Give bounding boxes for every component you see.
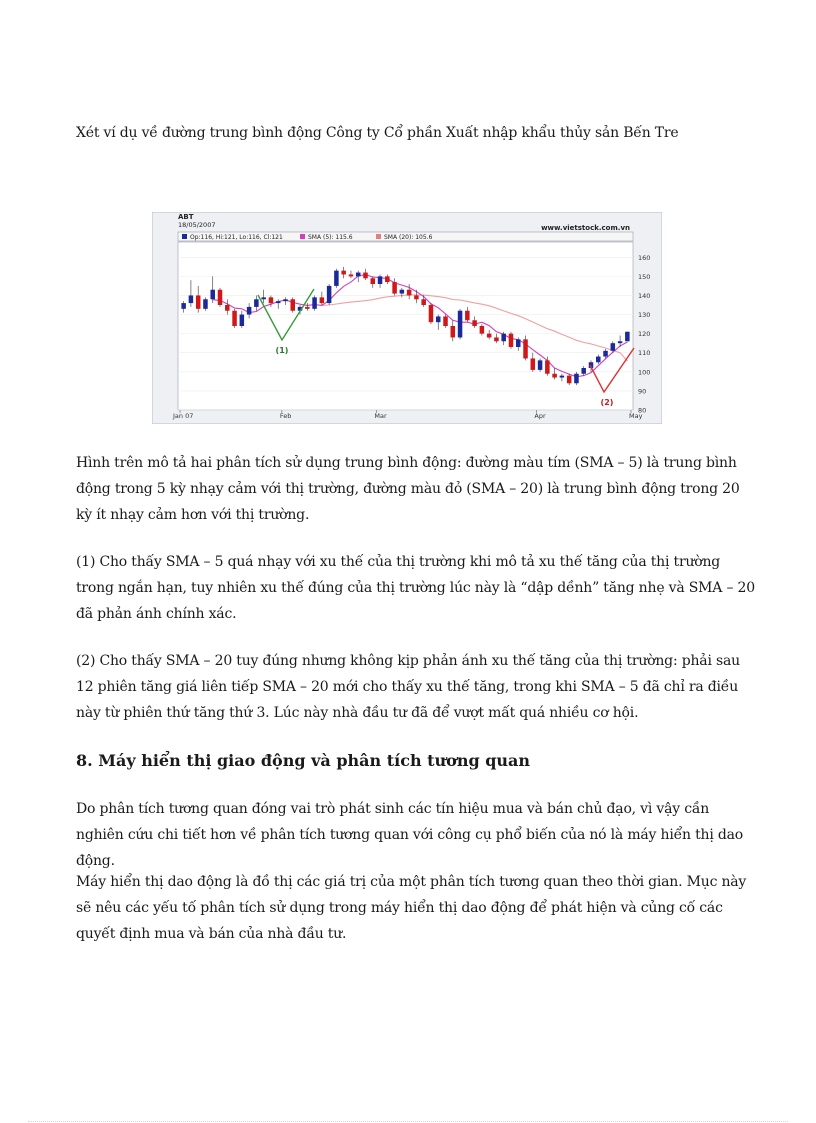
chart-source: www.vietstock.com.vn bbox=[541, 224, 630, 232]
candle-body bbox=[363, 273, 368, 279]
legend-sma5: SMA (5): 115.6 bbox=[308, 234, 353, 241]
candle-body bbox=[320, 297, 325, 303]
x-tick-label: Feb bbox=[279, 412, 292, 420]
candle-body bbox=[254, 299, 259, 307]
candle-body bbox=[451, 326, 456, 337]
annotation-2-label: (2) bbox=[600, 398, 614, 407]
candle-body bbox=[414, 295, 419, 299]
candle-body bbox=[494, 337, 499, 341]
candle-body bbox=[261, 297, 266, 299]
y-tick-label: 130 bbox=[638, 311, 651, 320]
stock-chart bbox=[152, 212, 662, 424]
point-1-paragraph: (1) Cho thấy SMA – 5 quá nhạy với xu thế của thị trường khi mô tả xu thế tăng của thị trường trong ngắn hạn, tuy nhiên xu thế đúng của thị trường lúc này là “dập dềnh” tăng nhẹ và SMA – 20 đã phản ánh chính xác. bbox=[76, 554, 755, 622]
candle-body bbox=[334, 271, 339, 286]
candle-body bbox=[196, 295, 201, 308]
candle-body bbox=[618, 341, 623, 343]
candle-body bbox=[523, 339, 528, 358]
candle-body bbox=[276, 301, 281, 303]
y-tick-label: 150 bbox=[638, 272, 651, 281]
plot-area bbox=[178, 242, 633, 410]
x-tick-label: Mar bbox=[374, 412, 387, 420]
x-tick-label: May bbox=[629, 412, 643, 420]
candle-body bbox=[552, 374, 557, 378]
candle-body bbox=[218, 290, 223, 305]
candle-body bbox=[312, 297, 317, 308]
candle-body bbox=[290, 299, 295, 310]
candle-body bbox=[400, 290, 405, 294]
candle-body bbox=[225, 305, 230, 311]
legend-sma20: SMA (20): 105.6 bbox=[384, 234, 433, 241]
stock-chart-figure bbox=[152, 212, 662, 424]
candle-body bbox=[378, 276, 383, 284]
candle-body bbox=[574, 374, 579, 384]
candle-body bbox=[611, 343, 616, 351]
y-tick-label: 100 bbox=[638, 368, 651, 377]
y-tick-label: 120 bbox=[638, 330, 651, 339]
candle-body bbox=[283, 299, 288, 301]
y-tick-label: 110 bbox=[638, 349, 651, 358]
candle-body bbox=[392, 282, 397, 293]
candle-body bbox=[181, 303, 186, 309]
candle-body bbox=[247, 307, 252, 315]
candle-body bbox=[531, 358, 536, 369]
candle-body bbox=[487, 334, 492, 338]
candle-body bbox=[443, 316, 448, 326]
candle-body bbox=[480, 326, 485, 334]
chart-date: 18/05/2007 bbox=[178, 221, 216, 229]
y-tick-label: 160 bbox=[638, 253, 651, 262]
legend-ohlc: Op:116, Hi:121, Lo:116, Cl:121 bbox=[190, 234, 283, 241]
candle-body bbox=[385, 276, 390, 282]
candle-body bbox=[269, 297, 274, 303]
chart-ticker: ABT bbox=[178, 213, 194, 221]
legend-swatch-ohlc bbox=[182, 234, 187, 239]
candle-body bbox=[465, 311, 470, 321]
candle-body bbox=[203, 299, 208, 309]
candle-body bbox=[458, 311, 463, 338]
intro-paragraph: Xét ví dụ về đường trung bình động Công ty Cổ phần Xuất nhập khẩu thủy sản Bến Tre bbox=[76, 125, 679, 141]
candle-body bbox=[232, 311, 237, 326]
candle-body bbox=[356, 273, 361, 277]
section-heading: 8. Máy hiển thị giao động và phân tích tương quan bbox=[76, 751, 531, 770]
candle-body bbox=[189, 295, 194, 303]
candle-body bbox=[625, 332, 630, 342]
candle-body bbox=[349, 274, 354, 276]
y-tick-label: 140 bbox=[638, 291, 651, 300]
paragraph-oscillator: Máy hiển thị dao động là đồ thị các giá trị của một phân tích tương quan theo thời gian. Mục này sẽ nêu các yếu tố phân tích sử dụng trong máy hiển thị dao động để phát hiện và củng cố các quyết định mua và bán của nhà đầu tư. bbox=[76, 874, 747, 942]
candle-body bbox=[371, 278, 376, 284]
candle-body bbox=[596, 357, 601, 363]
candle-body bbox=[421, 299, 426, 305]
candle-body bbox=[501, 334, 506, 342]
candle-body bbox=[538, 360, 543, 370]
point-2-paragraph: (2) Cho thấy SMA – 20 tuy đúng nhưng không kịp phản ánh xu thế tăng của thị trường: phải sau 12 phiên tăng giá liên tiếp SMA – 20 mới cho thấy xu thế tăng, trong khi SMA – 5 đã chỉ ra điều này từ phiên thứ tăng thứ 3. Lúc này nhà đầu tư đã để vượt mất quá nhiều cơ hội. bbox=[76, 653, 740, 721]
candle-body bbox=[545, 360, 550, 373]
candle-body bbox=[567, 376, 572, 384]
legend-swatch-sma20 bbox=[376, 234, 381, 239]
candle-body bbox=[509, 334, 514, 347]
annotation-1-label: (1) bbox=[275, 346, 289, 355]
candle-body bbox=[560, 376, 565, 378]
x-tick-label: Jan 07 bbox=[173, 412, 194, 420]
page-bottom-rule bbox=[28, 1121, 788, 1122]
candle-body bbox=[581, 368, 586, 374]
candle-body bbox=[327, 286, 332, 303]
paragraph-correlation: Do phân tích tương quan đóng vai trò phát sinh các tín hiệu mua và bán chủ đạo, vì vậy cần nghiên cứu chi tiết hơn về phân tích tương quan với công cụ phổ biến của nó là máy hiển thị dao động. bbox=[76, 801, 743, 869]
chart-description: Hình trên mô tả hai phân tích sử dụng trung bình động: đường màu tím (SMA – 5) là trung bình động trong 5 kỳ nhạy cảm với thị trường, đường màu đỏ (SMA – 20) là trung bình động trong 20 kỳ ít nhạy cảm hơn với thị trường. bbox=[76, 455, 740, 523]
candle-body bbox=[603, 351, 608, 357]
y-tick-label: 80 bbox=[638, 406, 647, 415]
candle-body bbox=[341, 271, 346, 275]
candle-body bbox=[429, 305, 434, 322]
legend-swatch-sma5 bbox=[300, 234, 305, 239]
candle-body bbox=[472, 320, 477, 326]
candle-body bbox=[305, 307, 310, 309]
candle-body bbox=[240, 315, 245, 326]
candle-body bbox=[436, 316, 441, 322]
candle-body bbox=[407, 290, 412, 296]
x-tick-label: Apr bbox=[534, 412, 546, 420]
y-tick-label: 90 bbox=[638, 387, 647, 396]
candle-body bbox=[210, 290, 215, 300]
candle-body bbox=[516, 339, 521, 347]
